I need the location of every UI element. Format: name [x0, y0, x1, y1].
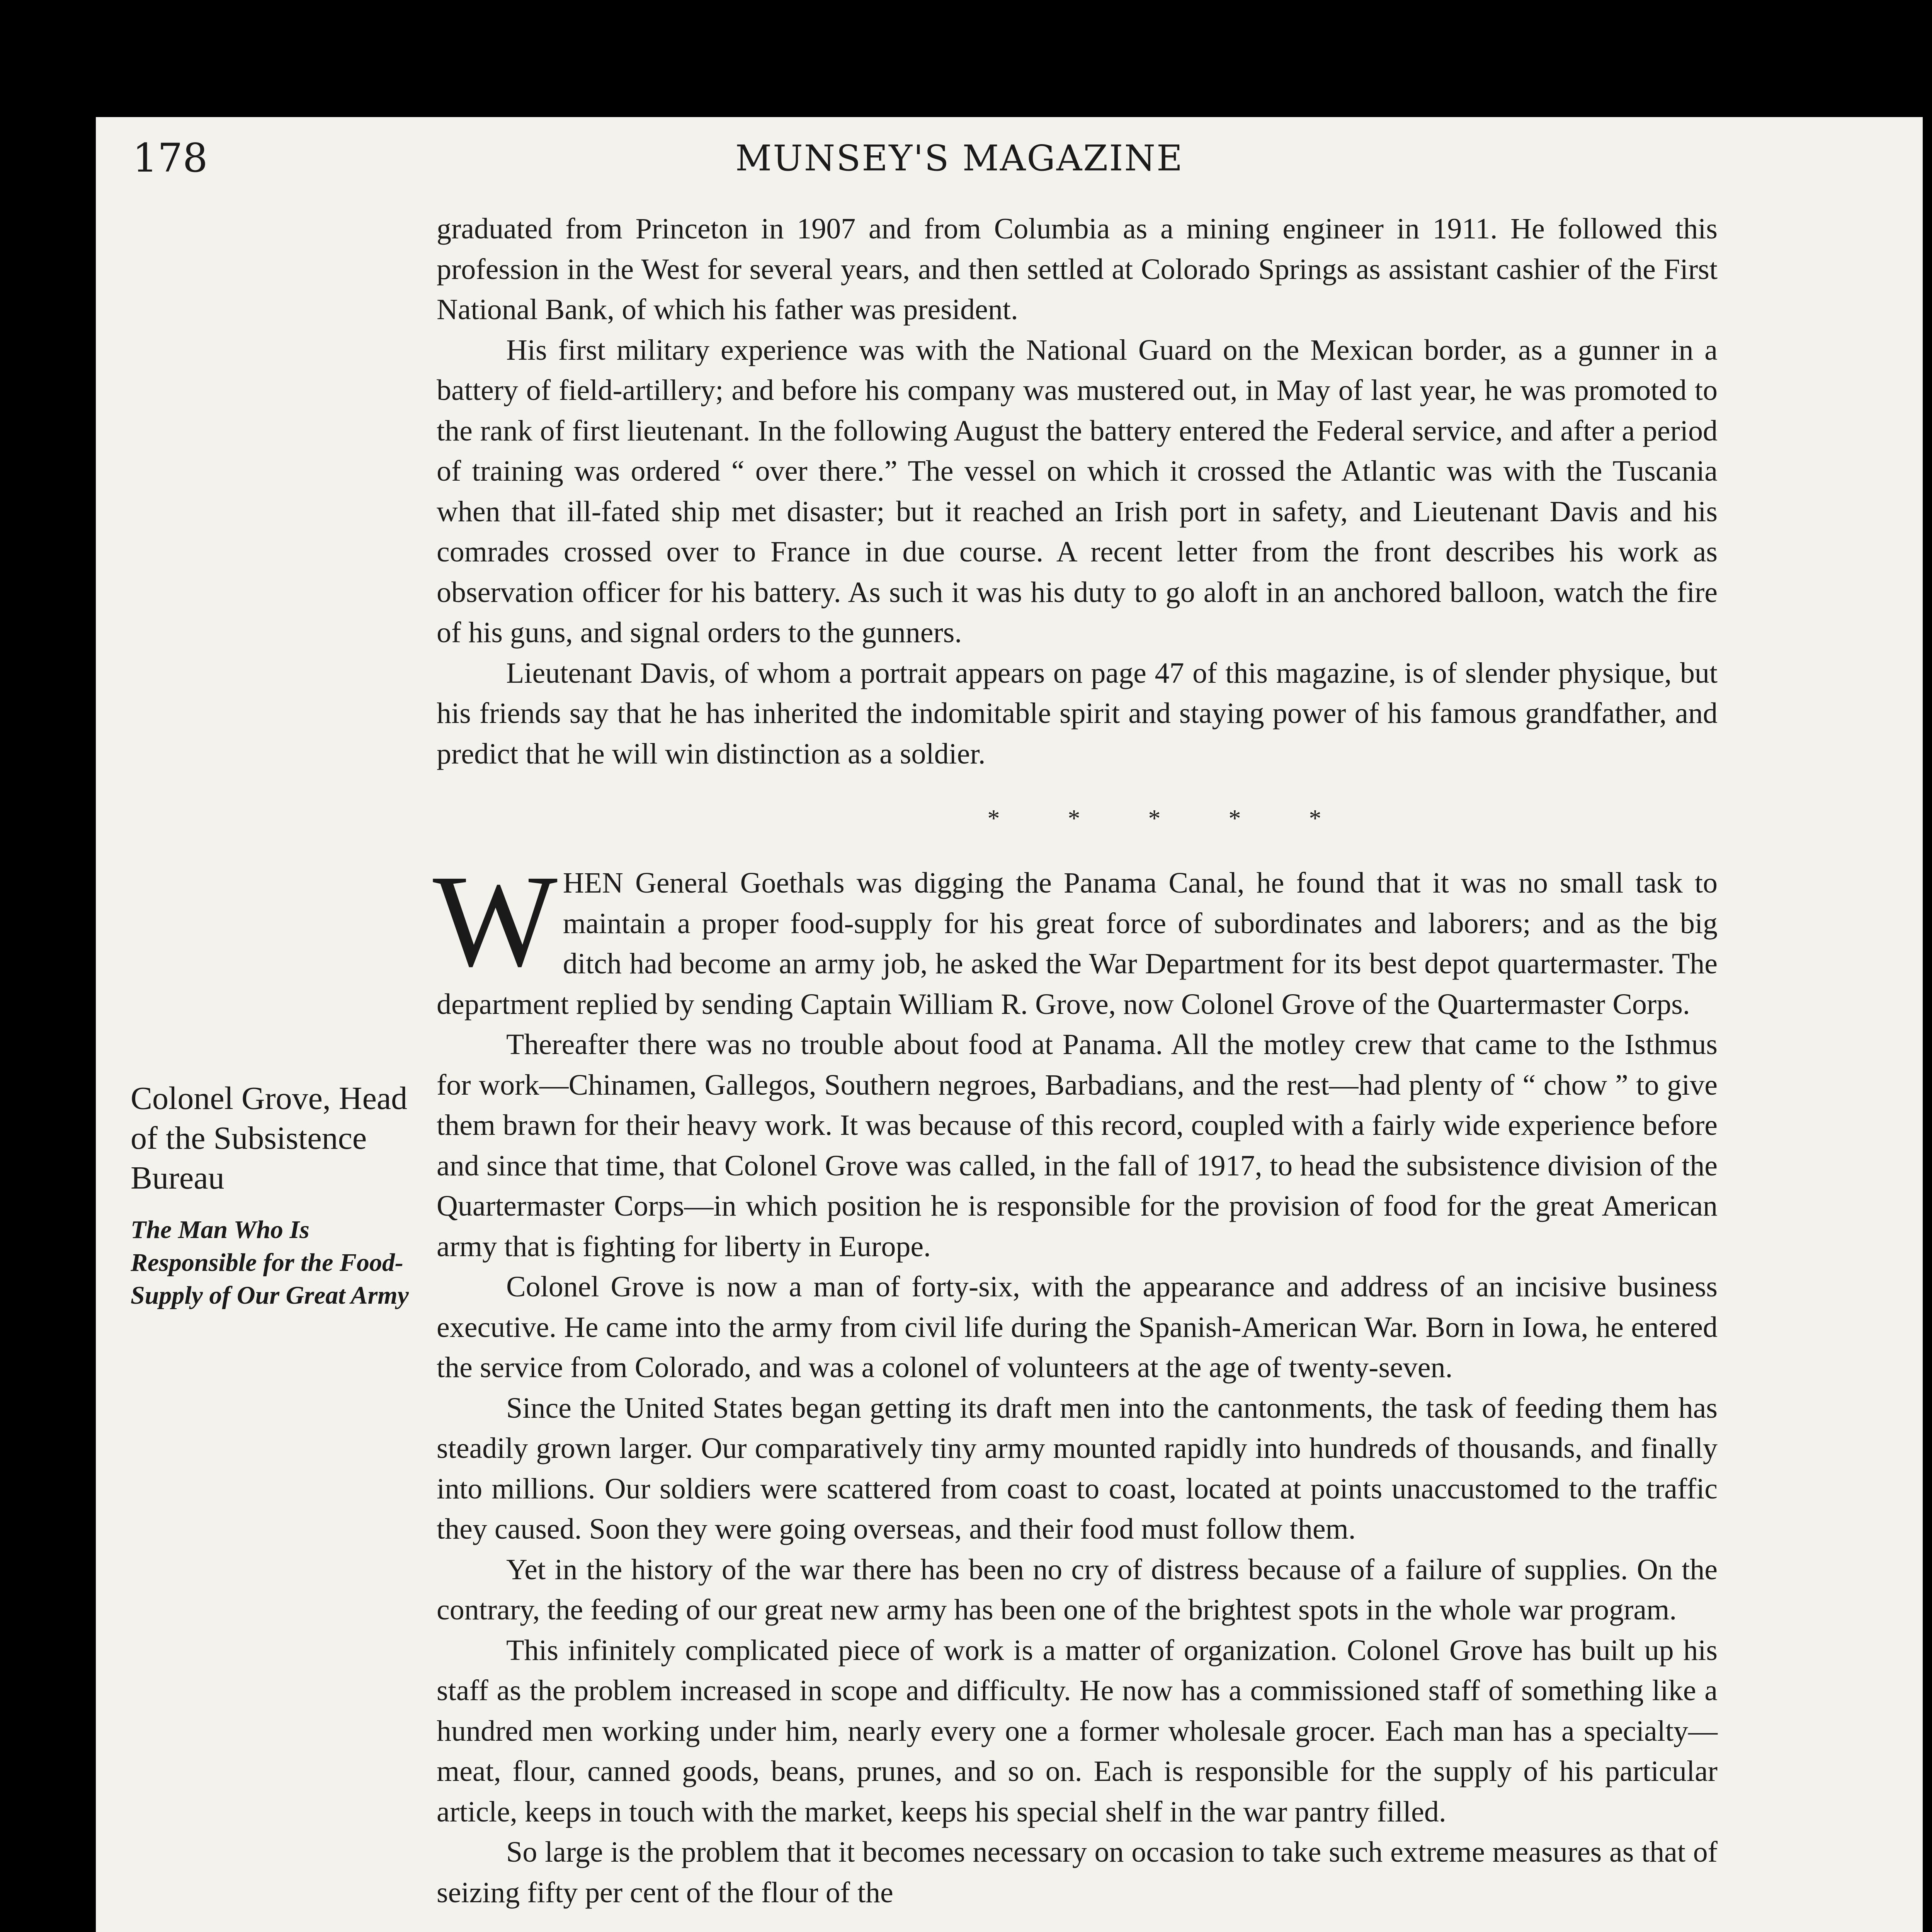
article2-paragraph: This infinitely complicated piece of work is a matter of organization. Colonel Grove has built up his staff as the problem increased in scope and difficulty. He now has a commissioned staff of something like a hundred men working under him, nearly every one a former wholesale grocer. Each man has a specialty—meat, flour, canned goods, beans, prunes, and so on. Each is responsible for the supply of his particular article, keeps in touch with the market, keeps his special shelf in the war pantry filled.	[437, 1634, 1718, 1828]
sidebar-title: Colonel Grove, Head of the Subsistence Bureau	[131, 1080, 408, 1196]
sidebar-subtitle: The Man Who Is Responsible for the Food-Supply of Our Great Army	[131, 1216, 409, 1310]
article2-paragraph: Yet in the history of the war there has been no cry of distress because of a failure of supplies. On the contrary, the feeding of our great new army has been one of the brightest spots in the whole war program.	[437, 1553, 1718, 1626]
sidebar-heading	[131, 1078, 424, 1312]
page-number: 178	[133, 135, 208, 181]
body-text	[433, 209, 1718, 1913]
article2-paragraph: So large is the problem that it becomes necessary on occasion to take such extreme measures as that of seizing fifty per cent of the flour of the	[437, 1836, 1718, 1909]
article1-paragraph: Lieutenant Davis, of whom a portrait appears on page 47 of this magazine, is of slender physique, but his friends say that he has inherited the indomitable spirit and staying power of his famous grandfather, and predict that he will win distinction as a soldier.	[437, 656, 1718, 770]
article1-paragraph: His first military experience was with the National Guard on the Mexican border, as a gunner in a battery of field-artillery; and before his company was mustered out, in May of last year, he was promoted to the rank of first lieutenant. In the following August the battery entered the Federal service, and after a period of training was ordered “ over there.” The vessel on which it crossed the Atlantic was with the Tuscania when that ill-fated ship met disaster; but it reached an Irish port in safety, and Lieutenant Davis and his comrades crossed over to France in due course. A recent letter from the front describes his work as observation officer for his battery. As such it was his duty to go aloft in an anchored balloon, watch the fire of his guns, and signal orders to the gunners.	[437, 333, 1718, 649]
article1-paragraph: graduated from Princeton in 1907 and from Columbia as a mining engineer in 1911. He followed this profession in the West for several years, and then settled at Colorado Springs as assistant cashier of the First National Bank, of which his father was president.	[437, 213, 1718, 326]
running-head: MUNSEY'S MAGAZINE	[735, 138, 1184, 179]
page-header	[133, 131, 1725, 185]
section-separator: * * * * *	[987, 804, 1321, 832]
article2-paragraph: WHEN General Goethals was digging the Panama Canal, he found that it was no small task to maintain a proper food-supply for his great force of subordinates and laborers; and as the big ditch had become an army job, he asked the War Department for its best depot quartermaster. The department replied by sending Captain William R. Grove, now Colonel Grove of the Quartermaster Corps.	[433, 847, 1718, 1020]
article2-paragraph: Since the United States began getting its draft men into the cantonments, the task of feeding them has steadily grown larger. Our comparatively tiny army mounted rapidly into hundreds of thousands, and finally into millions. Our soldiers were scattered from coast to coast, located at points unaccustomed to the traffic they caused. Soon they were going overseas, and their food must follow them.	[437, 1391, 1718, 1545]
article2-paragraph: Thereafter there was no trouble about food at Panama. All the motley crew that came to the Isthmus for work—Chinamen, Gallegos, Southern negroes, Barbadians, and the rest—had plenty of “ chow ” to give them brawn for their heavy work. It was because of this record, coupled with a fairly wide experience before and since that time, that Colonel Grove was called, in the fall of 1917, to head the subsistence division of the Quartermaster Corps—in which position he is responsible for the provision of food for the great American army that is fighting for liberty in Europe.	[437, 1028, 1718, 1263]
article2-paragraph: Colonel Grove is now a man of forty-six, with the appearance and address of an incisive business executive. He came into the army from civil life during the Spanish-American War. Born in Iowa, he entered the service from Colorado, and was a colonel of volunteers at the age of twenty-seven.	[437, 1270, 1718, 1384]
